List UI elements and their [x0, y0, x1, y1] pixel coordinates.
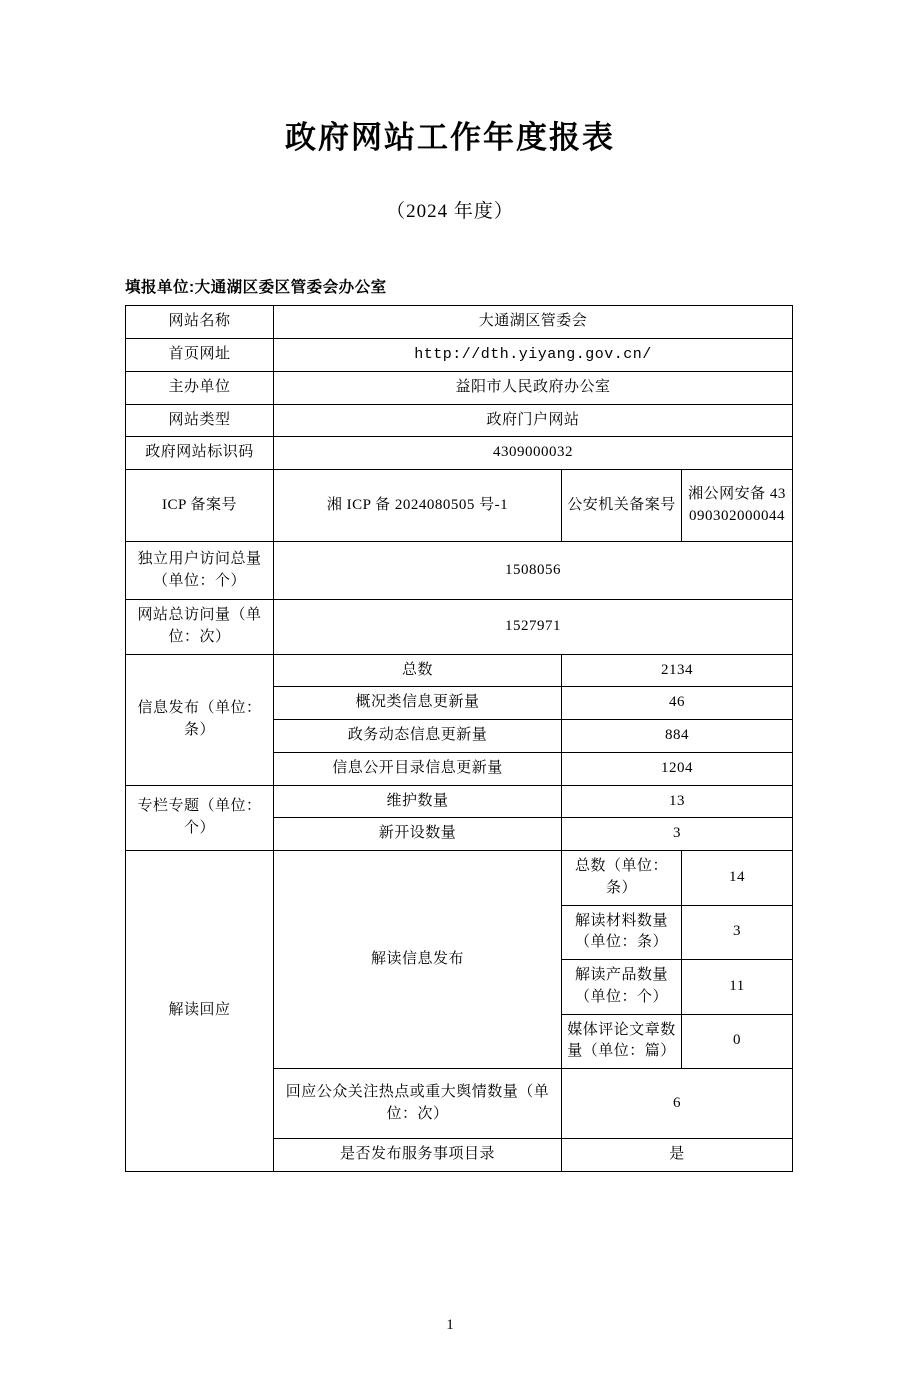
table-row [126, 470, 793, 542]
site-type-value: 政府门户网站 [274, 404, 793, 437]
service-catalog-value: 是 [562, 1139, 793, 1172]
column-row-name: 维护数量 [274, 785, 562, 818]
info-publish-row-name: 总数 [274, 654, 562, 687]
sponsor-label: 主办单位 [126, 371, 274, 404]
info-publish-row-value: 46 [562, 687, 793, 720]
hotspot-response-label: 回应公众关注热点或重大舆情数量（单位：次） [274, 1069, 562, 1139]
sponsor-value: 益阳市人民政府办公室 [274, 371, 793, 404]
table-row [126, 339, 793, 372]
site-name-value: 大通湖区管委会 [274, 306, 793, 339]
interpret-row-name: 总数（单位：条） [562, 851, 682, 906]
homepage-label: 首页网址 [126, 339, 274, 372]
homepage-value: http://dth.yiyang.gov.cn/ [274, 339, 793, 372]
page-number: 1 [446, 1317, 454, 1333]
police-record-label: 公安机关备案号 [562, 470, 682, 542]
info-publish-row-value: 884 [562, 720, 793, 753]
interpret-row-value: 11 [682, 960, 793, 1015]
table-row [126, 306, 793, 339]
table-row [126, 437, 793, 470]
site-name-label: 网站名称 [126, 306, 274, 339]
column-topic-label: 专栏专题（单位：个） [126, 785, 274, 851]
document-page [0, 118, 900, 1390]
interpret-row-value: 0 [682, 1014, 793, 1069]
interpret-response-label: 解读回应 [126, 851, 274, 1172]
unique-visitors-value: 1508056 [274, 542, 793, 600]
page-subtitle: （2024 年度） [386, 201, 514, 223]
info-publish-row-name: 政务动态信息更新量 [274, 720, 562, 753]
table-row [126, 785, 793, 818]
info-publish-row-name: 信息公开目录信息更新量 [274, 752, 562, 785]
unique-visitors-label: 独立用户访问总量（单位：个） [126, 542, 274, 600]
info-publish-label: 信息发布（单位：条） [126, 654, 274, 785]
site-code-label: 政府网站标识码 [126, 437, 274, 470]
table-row [126, 600, 793, 655]
interpret-row-value: 3 [682, 905, 793, 960]
total-visits-label: 网站总访问量（单位：次） [126, 600, 274, 655]
page-title: 政府网站工作年度报表 [285, 120, 615, 155]
icp-value: 湘 ICP 备 2024080505 号-1 [274, 470, 562, 542]
table-row [126, 851, 793, 906]
report-unit-label: 填报单位:大通湖区委区管委会办公室 [125, 279, 387, 297]
interpret-row-name: 媒体评论文章数量（单位：篇） [562, 1014, 682, 1069]
interpret-row-name: 解读材料数量（单位：条） [562, 905, 682, 960]
interpret-publish-label: 解读信息发布 [274, 851, 562, 1069]
hotspot-response-value: 6 [562, 1069, 793, 1139]
info-publish-row-value: 2134 [562, 654, 793, 687]
table-row [126, 654, 793, 687]
info-publish-row-value: 1204 [562, 752, 793, 785]
site-type-label: 网站类型 [126, 404, 274, 437]
interpret-row-value: 14 [682, 851, 793, 906]
table-row [126, 542, 793, 600]
service-catalog-label: 是否发布服务事项目录 [274, 1139, 562, 1172]
table-row [126, 371, 793, 404]
icp-label: ICP 备案号 [126, 470, 274, 542]
site-code-value: 4309000032 [274, 437, 793, 470]
table-row [126, 404, 793, 437]
police-record-value: 湘公网安备 43090302000044 [682, 470, 793, 542]
info-publish-row-name: 概况类信息更新量 [274, 687, 562, 720]
annual-report-table [125, 305, 793, 1172]
column-row-value: 3 [562, 818, 793, 851]
column-row-value: 13 [562, 785, 793, 818]
column-row-name: 新开设数量 [274, 818, 562, 851]
total-visits-value: 1527971 [274, 600, 793, 655]
interpret-row-name: 解读产品数量（单位：个） [562, 960, 682, 1015]
